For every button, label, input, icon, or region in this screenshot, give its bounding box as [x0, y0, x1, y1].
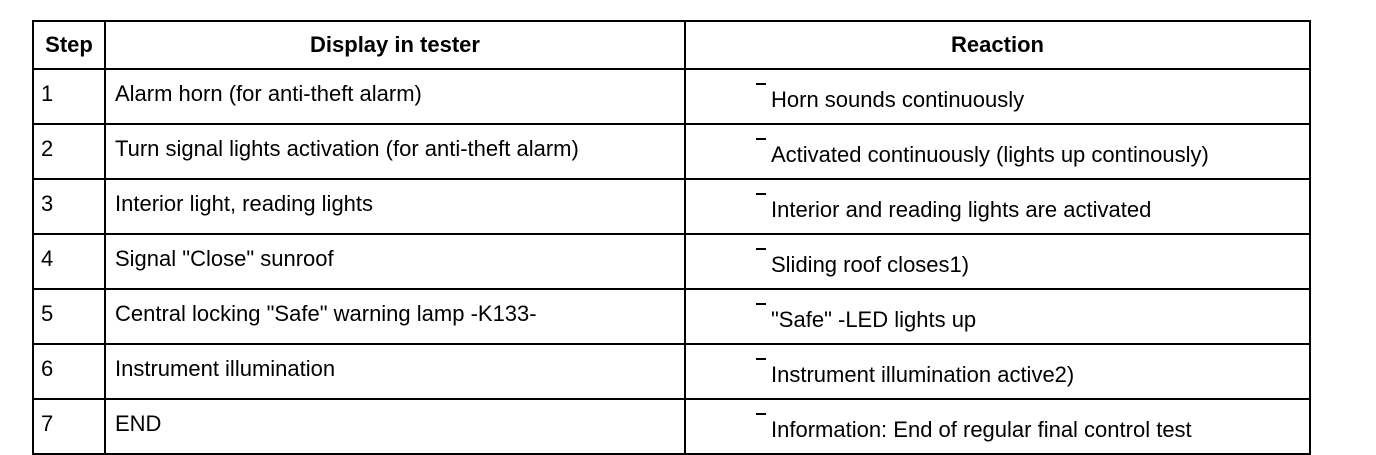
dash-icon — [756, 248, 766, 250]
display-cell: Interior light, reading lights — [105, 179, 685, 234]
header-display-in-tester: Display in tester — [105, 21, 685, 69]
reaction-cell — [685, 234, 1310, 289]
header-step: Step — [33, 21, 105, 69]
step-cell: 5 — [33, 289, 105, 344]
table-header-row — [33, 21, 1310, 69]
display-cell: Central locking "Safe" warning lamp -K133- — [105, 289, 685, 344]
table-row — [33, 234, 1310, 289]
table-row — [33, 69, 1310, 124]
step-cell: 3 — [33, 179, 105, 234]
reaction-cell — [685, 344, 1310, 399]
reaction-cell — [685, 69, 1310, 124]
step-cell: 1 — [33, 69, 105, 124]
display-cell: Alarm horn (for anti-theft alarm) — [105, 69, 685, 124]
reaction-text: Information: End of regular final control test — [771, 416, 1192, 442]
dash-icon — [756, 358, 766, 360]
reaction-text: Sliding roof closes1) — [771, 251, 970, 277]
table-row — [33, 289, 1310, 344]
display-cell: Turn signal lights activation (for anti-theft alarm) — [105, 124, 685, 179]
table-row — [33, 124, 1310, 179]
table-row — [33, 179, 1310, 234]
display-cell: Instrument illumination — [105, 344, 685, 399]
reaction-cell — [685, 289, 1310, 344]
step-cell: 4 — [33, 234, 105, 289]
step-cell: 6 — [33, 344, 105, 399]
dash-icon — [756, 83, 766, 85]
display-cell: END — [105, 399, 685, 454]
dash-icon — [756, 303, 766, 305]
dash-icon — [756, 413, 766, 415]
reaction-cell — [685, 124, 1310, 179]
display-cell: Signal "Close" sunroof — [105, 234, 685, 289]
table-row — [33, 399, 1310, 454]
step-cell: 7 — [33, 399, 105, 454]
final-control-test-table — [32, 20, 1311, 455]
dash-icon — [756, 138, 766, 140]
reaction-cell — [685, 179, 1310, 234]
table-row — [33, 344, 1310, 399]
step-cell: 2 — [33, 124, 105, 179]
dash-icon — [756, 193, 766, 195]
reaction-text: Instrument illumination active2) — [771, 361, 1075, 387]
reaction-cell — [685, 399, 1310, 454]
reaction-text: Interior and reading lights are activated — [771, 196, 1152, 222]
reaction-text: Horn sounds continuously — [771, 86, 1025, 112]
reaction-text: "Safe" -LED lights up — [771, 306, 977, 332]
reaction-text: Activated continuously (lights up continously) — [771, 141, 1209, 167]
header-reaction: Reaction — [685, 21, 1310, 69]
